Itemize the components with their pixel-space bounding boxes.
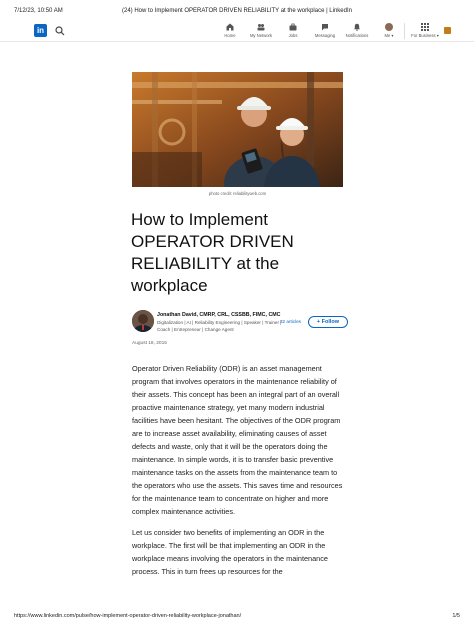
photo-credit: photo credit: reliabilityweb.com	[208, 191, 267, 196]
nav-home[interactable]	[213, 23, 247, 41]
nav-divider	[404, 23, 405, 39]
nav-for-business-label: For Business ▾	[411, 33, 439, 38]
print-url: https://www.linkedin.com/pulse/how-implement-operator-driven-reliability-workplace-jonathan/	[14, 613, 242, 619]
publish-date: August 18, 2015	[132, 341, 167, 346]
network-icon	[257, 23, 265, 31]
print-header	[14, 8, 460, 20]
nav-me-label: Me ▾	[384, 33, 394, 38]
author-name[interactable]: Jonathan David, CMRP, CRL, CSSBB, FIMC, CMC	[157, 312, 281, 318]
author-avatar[interactable]	[132, 310, 154, 332]
nav-notifications-label: Notifications	[345, 33, 369, 38]
nav-my-network[interactable]	[244, 23, 278, 41]
nav-my-network-label: My Network	[249, 33, 273, 38]
author-block	[132, 310, 352, 340]
print-datetime: 7/12/23, 10:50 AM	[14, 8, 63, 14]
search-icon[interactable]	[55, 26, 65, 36]
print-footer	[14, 613, 460, 623]
avatar	[385, 23, 393, 31]
chat-icon	[321, 23, 329, 31]
nav-messaging-label: Messaging	[314, 33, 336, 38]
top-nav	[0, 20, 474, 42]
nav-for-business[interactable]	[408, 23, 442, 41]
print-page-number: 1/5	[452, 613, 460, 619]
follow-button[interactable]: + Follow	[308, 316, 348, 328]
nav-notifications[interactable]	[340, 23, 374, 41]
nav-jobs-label: Jobs	[288, 33, 298, 38]
hero-illustration	[132, 72, 343, 187]
briefcase-icon	[289, 23, 297, 31]
nav-jobs[interactable]	[276, 23, 310, 41]
home-icon	[226, 23, 234, 31]
author-articles-link[interactable]: 32 articles	[280, 319, 301, 324]
author-bio: Digitalization | AI | Reliability Engineering | Speaker | Trainer | Coach | Entrepreneur | Change Agent	[157, 320, 282, 332]
premium-icon[interactable]	[444, 27, 451, 34]
linkedin-logo[interactable]: in	[34, 24, 47, 37]
article-paragraph: Let us consider two benefits of implementing an ODR in the workplace. The first will be that implementing an ODR in the workplace means involving the operators in the maintenance process. This in turn frees up resources for the	[132, 528, 328, 576]
bell-icon	[353, 23, 361, 31]
print-page-title: (24) How to Implement OPERATOR DRIVEN RELIABILITY at the workplace | LinkedIn	[122, 8, 352, 14]
nav-home-label: Home	[224, 33, 236, 38]
nav-messaging[interactable]	[308, 23, 342, 41]
article-paragraph: Operator Driven Reliability (ODR) is an asset management program that involves operators in the maintenance reliability of their assets. This concept has been an integral part of an overall proactive maintenance strategy, yet many modern industrial facilities have been hesitant. The objectives of the ODR program are to increase asset availability, eliminating causes of asset defects and waste, only that it will be the operators doing the maintenance. In simple words, it is to transfer basic preventive maintenance tasks on the assets from the maintenance team to the operators who use the assets. This saves time and resources for the maintenance team to concentrate on higher and more complex maintenance activities.	[132, 364, 343, 516]
nav-me[interactable]	[372, 23, 406, 41]
article-body	[132, 362, 348, 586]
grid-icon	[421, 23, 429, 31]
hero-image	[132, 72, 343, 187]
article-title: How to Implement OPERATOR DRIVEN RELIABILITY at the workplace	[131, 210, 294, 295]
